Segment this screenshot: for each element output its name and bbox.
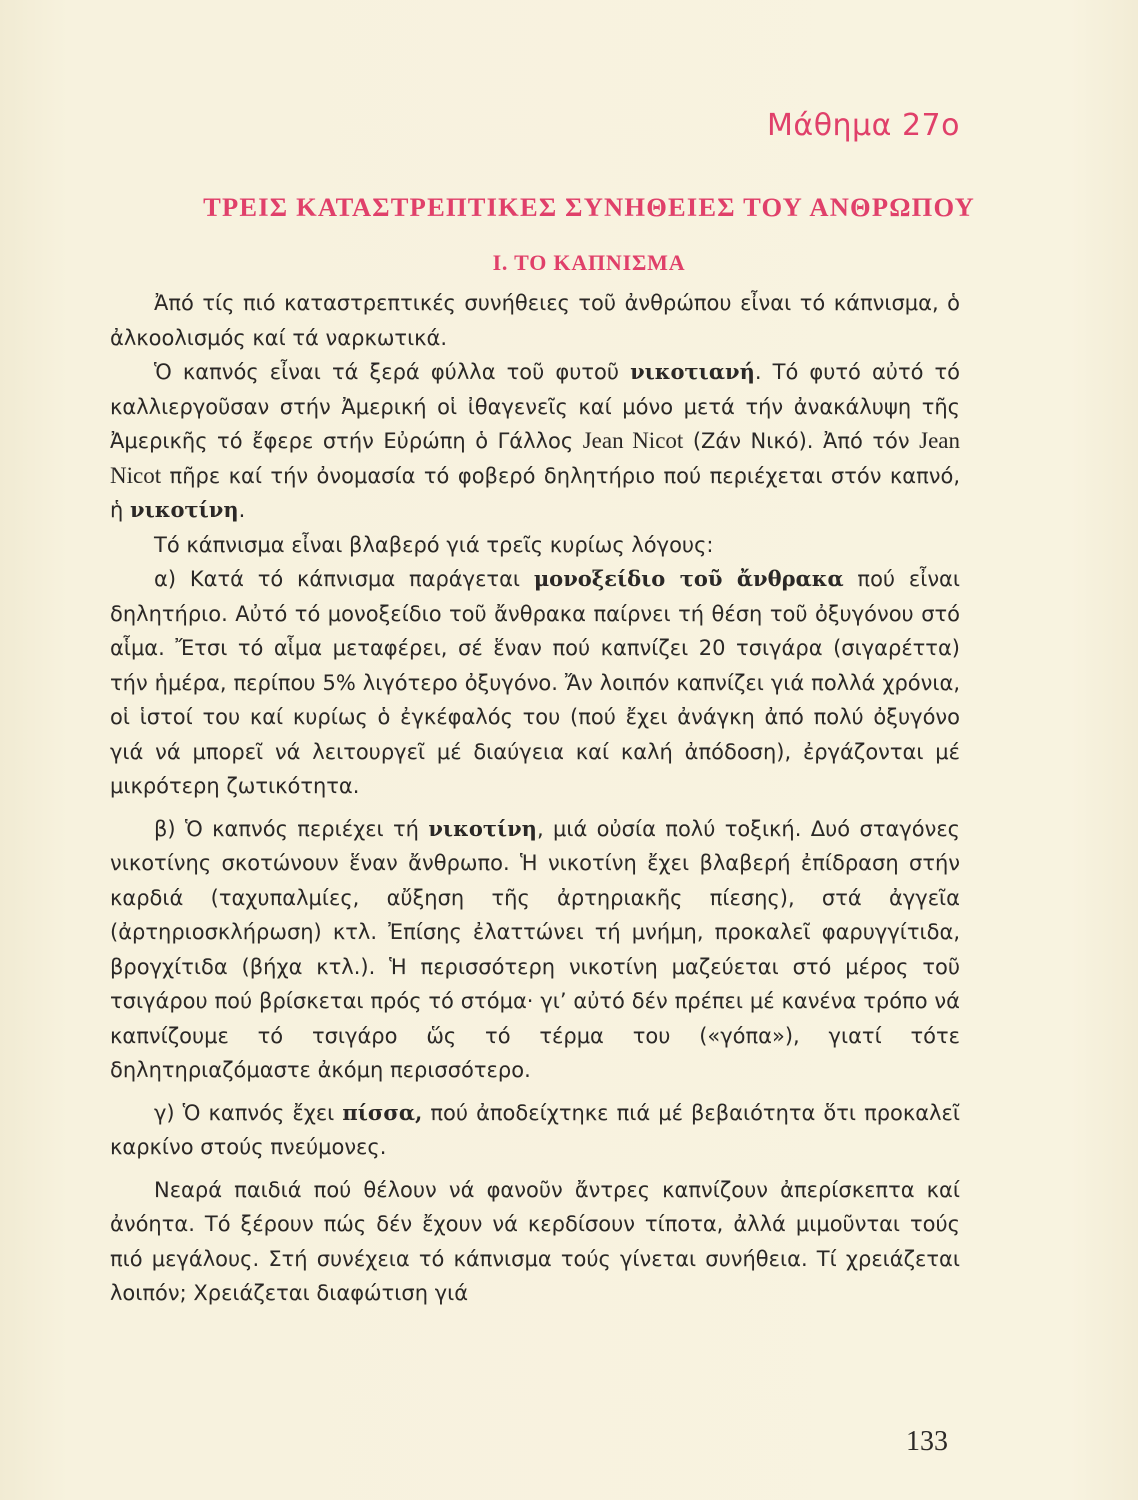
paragraph-tobacco-origin — [110, 355, 960, 528]
paragraph-three-reasons: Τό κάπνισμα εἶναι βλαβερό γιά τρεῖς κυρίως λόγους: — [154, 532, 714, 557]
text-run: πῆρε καί τήν ὀνομασία τό φοβερό δηλητήριο πού περιέχεται στόν καπνό, ἡ — [110, 463, 960, 522]
paragraph-reason-b — [110, 812, 960, 1088]
chapter-title: ΤΡΕΙΣ ΚΑΤΑΣΤΡΕΠΤΙΚΕΣ ΣΥΝΗΘΕΙΕΣ ΤΟΥ ΑΝΘΡΩΠΟΥ — [203, 192, 975, 222]
body-text — [110, 286, 960, 1311]
text-run: πού εἶναι δηλητήριο. Αὐτό τό μονοξείδιο τοῦ ἄνθρακα παίρνει τή θέση τοῦ ὀξυγόνου στό αἷμα. Ἔτσι τό αἷμα μεταφέρει, σέ ἕναν πού καπνίζει 20 τσιγάρα (σιγαρέττα) τήν ἡμέρα, περίπου 5% λιγότερο ὀξυγόνο. Ἄν λοιπόν καπνίζει γιά πολλά χρόνια, οἱ ἱστοί του καί κυρίως ὁ ἐγκέφαλός του (πού ἔχει ἀνάγκη ἀπό πολύ ὀξυγόνο γιά νά μπορεῖ νά λειτουργεῖ μέ διαύγεια καί καλή ἀπόδοση), ἐργάζονται μέ μικρότερη ζωτικότητα. — [110, 567, 960, 798]
text-run: α) Κατά τό κάπνισμα παράγεται — [154, 567, 534, 591]
paragraph-young-smokers: Νεαρά παιδιά πού θέλουν νά φανοῦν ἄντρες καπνίζουν ἀπερίσκεπτα καί ἀνόητα. Τό ξέρουν πώς δέν ἔχουν νά κερδίσουν τίποτα, ἀλλά μιμοῦνται τούς πιό μεγάλους. Στή συνέχεια τό κάπνισμα τούς γίνεται συνήθεια. Τί χρειάζεται λοιπόν; Χρειάζεται διαφώτιση γιά — [110, 1177, 960, 1305]
term-tar: πίσσα, — [342, 1099, 423, 1125]
text-run: Ὁ καπνός εἶναι τά ξερά φύλλα τοῦ φυτοῦ — [154, 360, 631, 384]
text-run: γ) Ὁ καπνός ἔχει — [154, 1100, 343, 1125]
text-run: β) Ὁ καπνός περιέχει τή — [154, 816, 429, 841]
text-run: . — [238, 498, 246, 522]
name-jean-nicot-2: Jean Nicot — [110, 428, 960, 488]
paragraph-reason-c — [110, 1096, 960, 1165]
name-jean-nicot: Jean Nicot — [582, 428, 684, 453]
term-nicotiana: νικοτιανή — [630, 359, 755, 384]
term-carbon-monoxide: μονοξείδιο τοῦ ἄνθρακα — [533, 566, 844, 591]
text-run: (Ζάν Νικό). Ἀπό τόν — [683, 429, 920, 453]
text-run: . Τό φυτό αὐτό τό καλλιεργοῦσαν στήν Ἀμερική οἱ ἰθαγενεῖς καί μόνο μετά τήν ἀνακάλυψη τῆς Ἀμερικῆς τό ἔφερε στήν Εὐρώπη ὁ Γάλλος — [110, 360, 961, 453]
term-nicotine-2: νικοτίνη — [428, 815, 537, 841]
lesson-label: Μάθημα 27ο — [767, 108, 960, 143]
paragraph-intro: Ἀπό τίς πιό καταστρεπτικές συνήθειες τοῦ ἀνθρώπου εἶναι τό κάπνισμα, ὁ ἀλκοολισμός καί τά ναρκωτικά. — [110, 291, 960, 350]
paragraph-reason-a — [110, 562, 960, 804]
text-run: πού ἀποδείχτηκε πιά μέ βεβαιότητα ὅτι προκαλεῖ καρκίνο στούς πνεύμονες. — [110, 1100, 960, 1159]
section-title: Ι. ΤΟ ΚΑΠΝΙΣΜΑ — [492, 250, 686, 275]
term-nicotine: νικοτίνη — [130, 497, 239, 522]
page-number: 133 — [906, 1426, 948, 1457]
text-run: , μιά οὐσία πολύ τοξική. Δυό σταγόνες νικοτίνης σκοτώνουν ἕναν ἄνθρωπο. Ἡ νικοτίνη ἔχει βλαβερή ἐπίδραση στήν καρδιά (ταχυπαλμίες, αὔξηση τῆς ἀρτηριακῆς πίεσης), στά ἀγγεῖα (ἀρτηριοσκλήρωση) κτλ. Ἐπίσης ἐλαττώνει τή μνήμη, προκαλεῖ φαρυγγίτιδα, βρογχίτιδα (βήχα κτλ.). Ἡ περισσότερη νικοτίνη μαζεύεται στό μέρος τοῦ τσιγάρου πού βρίσκεται πρός τό στόμα· γι’ αὐτό δέν πρέπει μέ κανένα τρόπο νά καπνίζουμε τό τσιγάρο ὥς τό τέρμα του («γόπα»), γιατί τότε δηλητηριαζόμαστε ἀκόμη περισσότερο. — [110, 816, 960, 1082]
